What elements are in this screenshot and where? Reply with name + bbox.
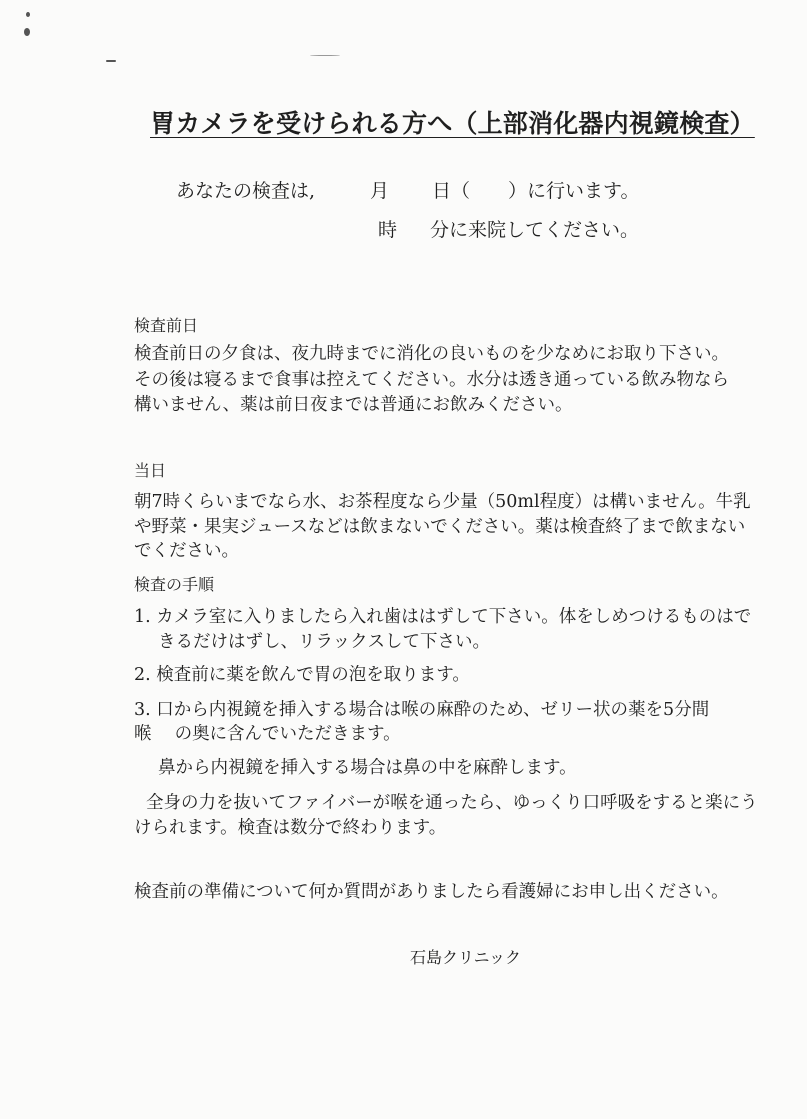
- day-before-line: その後は寝るまで食事は控えてください。水分は透き通っている飲み物なら: [134, 370, 729, 390]
- schedule-day-weekday: 日（ ）に行います。: [432, 180, 640, 202]
- schedule-hour: 時: [378, 219, 398, 241]
- scan-speck: [106, 60, 116, 62]
- procedure-step-1-cont: きるだけはずし、リラックスして下さい。: [158, 632, 490, 652]
- procedure-nasal: 鼻から内視鏡を挿入する場合は鼻の中を麻酔します。: [158, 758, 577, 778]
- day-before-heading: 検査前日: [134, 316, 199, 335]
- scan-speck: [24, 28, 30, 36]
- same-day-line: でください。: [134, 541, 239, 561]
- day-before-line: 検査前日の夕食は、夜九時までに消化の良いものを少なめにお取り下さい。: [134, 344, 729, 364]
- same-day-heading: 当日: [134, 461, 167, 480]
- schedule-arrival: 分に来院してください。: [430, 219, 640, 241]
- procedure-step-2: 2. 検査前に薬を飲んで胃の泡を取ります。: [134, 665, 470, 685]
- procedure-step-3: 3. 口から内視鏡を挿入する場合は喉の麻酔のため、ゼリー状の薬を5分間: [134, 700, 710, 720]
- day-before-line: 構いません、薬は前日夜までは普通にお飲みください。: [134, 395, 573, 415]
- procedure-relax: 全身の力を抜いてファイバーが喉を通ったら、ゆっくり口呼吸をすると楽にう: [146, 793, 758, 813]
- procedure-relax-cont: けられます。検査は数分で終わります。: [134, 818, 447, 838]
- scan-speck: [26, 12, 30, 17]
- same-day-line: 朝7時くらいまでなら水、お茶程度なら少量（50ml程度）は構いません。牛乳: [134, 492, 751, 512]
- schedule-prefix: あなたの検査は,: [176, 180, 316, 202]
- procedure-heading: 検査の手順: [134, 575, 215, 594]
- clinic-name: 石島クリニック: [410, 948, 522, 967]
- scan-speck: [310, 55, 340, 56]
- document-title: 胃カメラを受けられる方へ（上部消化器内視鏡検査）: [150, 109, 755, 138]
- same-day-line: や野菜・果実ジュースなどは飲まないでください。薬は検査終了まで飲まない: [134, 517, 746, 537]
- procedure-step-1: 1. カメラ室に入りましたら入れ歯ははずして下さい。体をしめつけるものはで: [134, 607, 752, 627]
- closing-note: 検査前の準備について何か質問がありましたら看護婦にお申し出ください。: [134, 882, 729, 902]
- schedule-month: 月: [370, 180, 390, 202]
- procedure-step-3-cont: 喉 の奥に含んでいただきます。: [134, 724, 401, 744]
